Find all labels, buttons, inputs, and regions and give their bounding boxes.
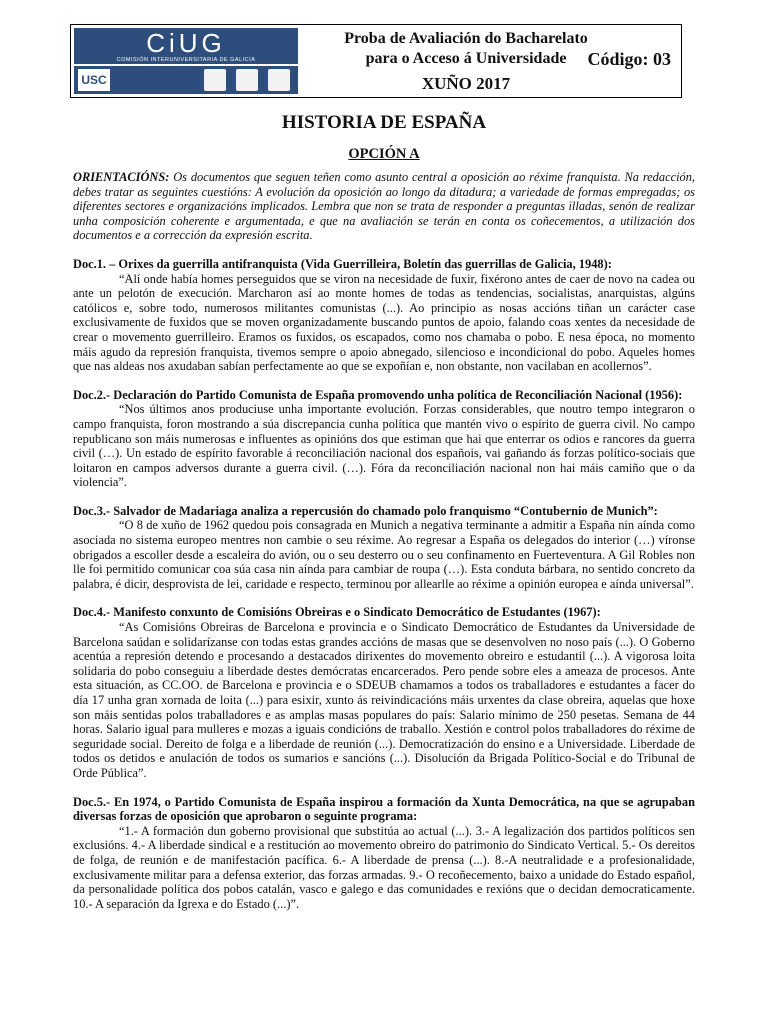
doc2-text: “Nos últimos anos produciuse unha importante evolución. Forzas considerables, que noutro tempo integraron o campo franquista, foron mostrando a súa discrepancia cunha política que mantén vivo o espírito de guerra civil. No campo republicano son máis numerosas e influentes as opinións dos que estiman que hai que enterrar os odios e rancores da guerra civil (…). Un estado de espírito favorable á reconciliación nacional dos españois, vai gañando ás forzas político-sociais que loitaron en campos adversos durante a guerra civil. (…). Fóra da reconciliación nacional non hai máis camiño que o da violencia”. [73,402,695,490]
doc4-text: “As Comisións Obreiras de Barcelona e provincia e o Sindicato Democrático de Estudantes da Universidade de Barcelona saúdan e solidarízanse con todas estas grandes accións de masas que se desenvolven no noso país (...). O Goberno acentúa a represión detendo e procesando a destacados dirixentes do movemento obreiro e estudantil (...). A vigorosa loita solidaria do pobo conseguiu a liberdade destes demócratas encarcerados. Pero pende sobre eles a ameaza de procesos. Ante esta situación, as CC.OO. de Barcelona e provincia e o SDEUB chamamos a todos os traballadores e estudantes a facer do día 17 unha gran xornada de loita (...) para esixir, xunto ás reivindicacións máis urxentes da clase obreira, aquelas que hoxe son máis sentidas polos traballadores e as amplas masas populares do país: Salario mínimo de 250 pesetas. Semana de 44 horas. Salario igual para mulleres e mozas a iguais condicións de traballo. Xestión e control polos traballadores do réxime de seguridade social. Dereito de folga e a liberdade de reunión (...). Democratización do ensino e a Universidade. Liberdade de todos os detidos e anulación de todos os sumarios e sancións (...). Disolución da Brigada Político-Social e do Tribunal de Orde Pública”. [73,620,695,780]
doc3-text: “O 8 de xuño de 1962 quedou pois consagrada en Munich a negativa terminante a admitir a España nin aínda como asociada no sistema europeo mentres non cambie o seu réxime. Ao regresar a España os delegados do interior (…) víronse obrigados a escoller desde a escaleira do avión, ou o seu desterro ou o seu confinamento en Fuerteventura. A Gil Robles non lle foi permitido comunicar coa súa casa nin aínda para cambiar de roupa (…). Esta conduta bárbara, no sentido concreto da palabra, é dicir, desprovista de lei, caridade e respecto, terminou por allearlle ao réxime a opinión europea e aínda universal”. [73,518,695,591]
exam-session: XUÑO 2017 [421,74,511,93]
ciug-logo-word: CiUG [146,28,226,58]
university-seal-icon [268,69,290,91]
orientations-paragraph [73,170,695,243]
option-heading: OPCIÓN A [348,146,420,162]
ciug-logo-banner [74,28,298,64]
header-title-line2: para o Acceso á Universidade [365,50,567,67]
university-logos-strip [74,66,298,94]
exam-title: HISTORIA DE ESPAÑA [281,112,487,133]
doc1-heading: Doc.1. – Orixes da guerrilla antifranquista (Vida Guerrilleira, Boletín das guerrillas de Galicia, 1948): [73,256,612,271]
doc2-heading: Doc.2.- Declaración do Partido Comunista de España promovendo unha política de Reconciliación Nacional (1956): [73,387,683,402]
exam-header [70,24,682,98]
usc-logo: USC [78,69,110,91]
university-seal-icon [204,69,226,91]
doc5-heading: Doc.5.- En 1974, o Partido Comunista de España inspirou a formación da Xunta Democrática, na que se agrupaban diversas forzas de oposición que aprobaron o seguinte programa: [73,794,695,824]
header-title-line1: Proba de Avaliación do Bacharelato [344,30,588,47]
orientations-label: ORIENTACIÓNS: [73,170,170,184]
exam-code: Código: 03 [587,49,671,69]
doc1-text: “Alí onde había homes perseguidos que se viron na necesidade de fuxir, fixérono antes de caer de novo na cadea ou ante un pelotón de execución. Marcharon así ao monte homes de todas as tendencias, socialistas, anarquistas, algúns católicos e, sobre todo, numerosos militantes comunistas (...). Ao principio as nosas accións tiñan un carácter case exclusivamente de fuxidos que se moven organizadamente buscando puntos de apoio, falando coas xentes da necesidade de crear o movemento guerrilleiro. Eramos os fuxidos, os escapados, como nos chamaba o pobo. E nesa época, no momento máis agudo da represión franquista, tivemos sempre o apoio abnegado, silencioso e incondicional do pobo. Aqueles homes que nas aldeas nos axudaban sabían perfectamente ao que se expoñían e, non obstante, non vacilaban en acollernos”. [73,271,695,374]
doc4-heading: Doc.4.- Manifesto conxunto de Comisións Obreiras e o Sindicato Democrático de Estudantes (1967): [73,605,601,620]
exam-content [73,170,695,911]
university-seal-icon [236,69,258,91]
ciug-logo-subtitle: COMISIÓN INTERUNIVERSITARIA DE GALICIA [116,57,256,63]
ciug-logo [74,28,298,94]
orientations-text: Os documentos que seguen teñen como asunto central a oposición ao réxime franquista. Na redacción, debes tratar as seguintes cuestións: A evolución da oposición ao longo da ditadura; a variedade de formas empregadas; os diferentes sectores e organizacións implicados. Lembra que non se trata de responder a preguntas illadas, senón de realizar unha composición coherente e argumentada, e que na avaliación se terán en conta os coñecementos, a utilización dos documentos e a corrección da expresión escrita. [73,170,695,243]
doc5-text: “1.- A formación dun goberno provisional que substitúa ao actual (...). 3.- A legalización dos partidos políticos sen exclusións. 4.- A liberdade sindical e a restitución ao movemento obreiro do patrimonio do Sindicato Vertical. 5.- Os dereitos de folga, de reunión e de manifestación pacífica. 6.- A liberdade de prensa (...). 8.-A neutralidade e a profesionalidade, exclusivamente militar para a defensa exterior, das forzas armadas. 9.- O recoñecemento, baixo a unidade do Estado español, da personalidade política dos pobos catalán, vasco e galego e das comunidades e rexións que o decidan democraticamente. 10.- A separación da Igrexa e do Estado (...)”. [73,823,695,911]
doc3-heading: Doc.3.- Salvador de Madariaga analiza a repercusión do chamado polo franquismo “Contubernio de Munich”: [73,503,658,518]
